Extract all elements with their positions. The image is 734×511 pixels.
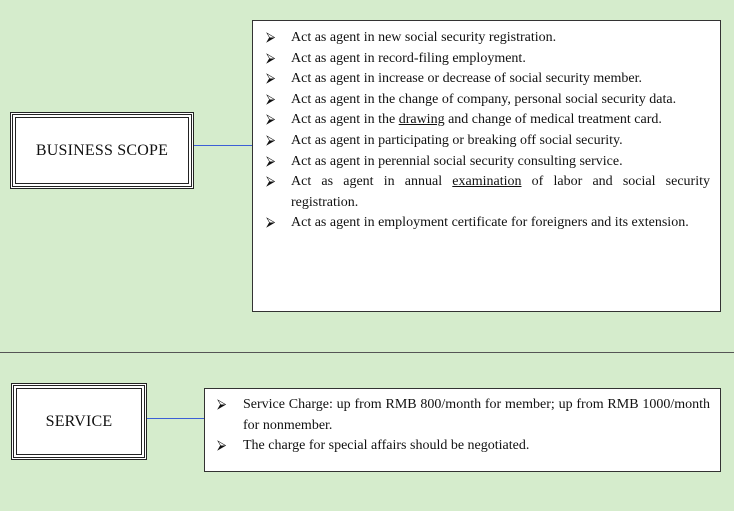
arrowhead-bullet-icon: ⮚ <box>266 50 276 66</box>
list-item <box>266 131 710 152</box>
business-scope-list-box <box>252 20 721 312</box>
list-item-text: Act as agent in the change of company, personal social security data. <box>291 91 677 107</box>
arrowhead-bullet-icon: ⮚ <box>217 438 227 454</box>
arrowhead-bullet-icon: ⮚ <box>266 153 276 169</box>
list-item <box>266 172 710 213</box>
arrowhead-bullet-icon: ⮚ <box>266 174 276 190</box>
underlined-word: drawing <box>398 112 445 128</box>
list-item <box>266 90 710 111</box>
service-label-text: SERVICE <box>45 412 113 430</box>
business-scope-list <box>266 28 710 234</box>
list-item-text: The charge for special affairs should be negotiated. <box>243 438 530 454</box>
list-item-text: Service Charge: up from RMB 800/month for member; up from RMB 1000/month for nonmember. <box>243 397 710 433</box>
list-item <box>266 49 710 70</box>
arrowhead-bullet-icon: ⮚ <box>266 30 276 45</box>
list-item-text: Act as agent in the <box>291 112 399 128</box>
arrowhead-bullet-icon: ⮚ <box>266 71 276 87</box>
list-item-text: Act as agent in annual <box>291 174 453 190</box>
list-item <box>217 436 710 457</box>
list-item <box>266 28 710 49</box>
list-item-text: Act as agent in perennial social security consulting service. <box>291 153 623 169</box>
list-item-text: Act as agent in new social security registration. <box>291 30 557 45</box>
underlined-word: examination <box>452 174 522 190</box>
list-item <box>266 69 710 90</box>
arrowhead-bullet-icon: ⮚ <box>266 132 276 148</box>
arrowhead-bullet-icon: ⮚ <box>266 112 276 128</box>
service-connector <box>147 418 205 419</box>
list-item-text: Act as agent in increase or decrease of social security member. <box>291 71 643 87</box>
list-item-text: and change of medical treatment card. <box>444 112 662 128</box>
service-list <box>217 395 710 457</box>
service-label <box>11 383 147 460</box>
business-scope-label <box>10 112 194 189</box>
list-item <box>266 152 710 173</box>
service-list-box <box>204 388 721 472</box>
arrowhead-bullet-icon: ⮚ <box>217 397 227 412</box>
list-item <box>266 213 710 234</box>
list-item-text: Act as agent in employment certificate for foreigners and its extension. <box>291 215 689 231</box>
arrowhead-bullet-icon: ⮚ <box>266 91 276 107</box>
business-scope-label-text: BUSINESS SCOPE <box>35 141 169 159</box>
list-item <box>266 110 710 131</box>
section-divider <box>0 352 734 353</box>
business-scope-connector <box>194 145 252 146</box>
list-item <box>217 395 710 436</box>
arrowhead-bullet-icon: ⮚ <box>266 215 276 231</box>
list-item-text: of labor and social security registration. <box>291 174 710 210</box>
list-item-text: Act as agent in record-filing employment. <box>291 50 526 66</box>
list-item-text: Act as agent in participating or breaking off social security. <box>291 132 623 148</box>
